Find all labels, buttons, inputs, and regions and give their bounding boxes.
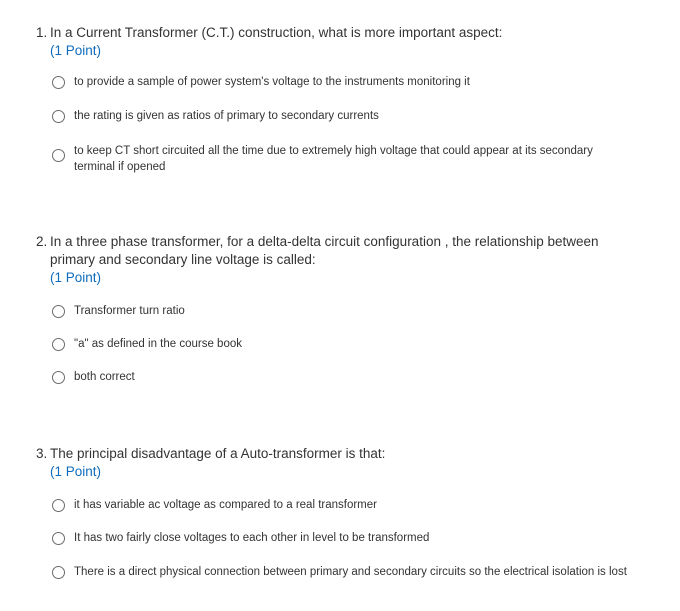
question-points: (1 Point) bbox=[50, 464, 102, 479]
answer-option[interactable] bbox=[52, 566, 654, 580]
question-text-line-2: primary and secondary line voltage is called: bbox=[50, 252, 316, 267]
answer-option[interactable] bbox=[52, 499, 614, 513]
answer-option[interactable] bbox=[52, 76, 614, 90]
question-points: (1 Point) bbox=[50, 43, 102, 58]
option-label: it has variable ac voltage as compared to a real transformer bbox=[74, 499, 377, 511]
question-2 bbox=[36, 233, 646, 383]
radio-button[interactable] bbox=[52, 149, 65, 162]
question-points: (1 Point) bbox=[50, 270, 102, 285]
answer-option[interactable] bbox=[52, 371, 614, 385]
question-text-line-1: In a three phase transformer, for a delta-delta circuit configuration , the relationship between bbox=[50, 234, 599, 249]
option-label: It has two fairly close voltages to each other in level to be transformed bbox=[74, 532, 430, 544]
question-number: 3. bbox=[36, 446, 48, 461]
answer-option[interactable] bbox=[52, 338, 614, 352]
answer-option[interactable] bbox=[52, 532, 614, 546]
question-3-title bbox=[36, 445, 646, 463]
option-label: Transformer turn ratio bbox=[74, 305, 185, 317]
question-text: In a Current Transformer (C.T.) construction, what is more important aspect: bbox=[50, 25, 503, 40]
radio-button[interactable] bbox=[52, 499, 65, 512]
radio-button[interactable] bbox=[52, 532, 65, 545]
radio-button[interactable] bbox=[52, 305, 65, 318]
question-number: 2. bbox=[36, 234, 48, 249]
option-label: "a" as defined in the course book bbox=[74, 338, 242, 350]
question-1-title bbox=[36, 24, 646, 42]
question-2-title bbox=[36, 233, 646, 269]
answer-option[interactable] bbox=[52, 305, 614, 319]
answer-option[interactable] bbox=[52, 145, 614, 175]
radio-button[interactable] bbox=[52, 76, 65, 89]
radio-button[interactable] bbox=[52, 566, 65, 579]
question-3 bbox=[36, 445, 646, 578]
option-label: There is a direct physical connection between primary and secondary circuits so the electrical isolation is lost bbox=[74, 566, 627, 578]
option-label: the rating is given as ratios of primary to secondary currents bbox=[74, 110, 379, 122]
answer-option[interactable] bbox=[52, 110, 614, 124]
radio-button[interactable] bbox=[52, 110, 65, 123]
question-text: The principal disadvantage of a Auto-transformer is that: bbox=[50, 446, 386, 461]
option-label: both correct bbox=[74, 371, 135, 383]
radio-button[interactable] bbox=[52, 338, 65, 351]
question-1 bbox=[36, 24, 646, 173]
option-label: to provide a sample of power system's voltage to the instruments monitoring it bbox=[74, 76, 470, 88]
option-label: to keep CT short circuited all the time due to extremely high voltage that could appear at its secondary terminal if opened bbox=[74, 145, 593, 173]
question-number: 1. bbox=[36, 25, 48, 40]
radio-button[interactable] bbox=[52, 371, 65, 384]
